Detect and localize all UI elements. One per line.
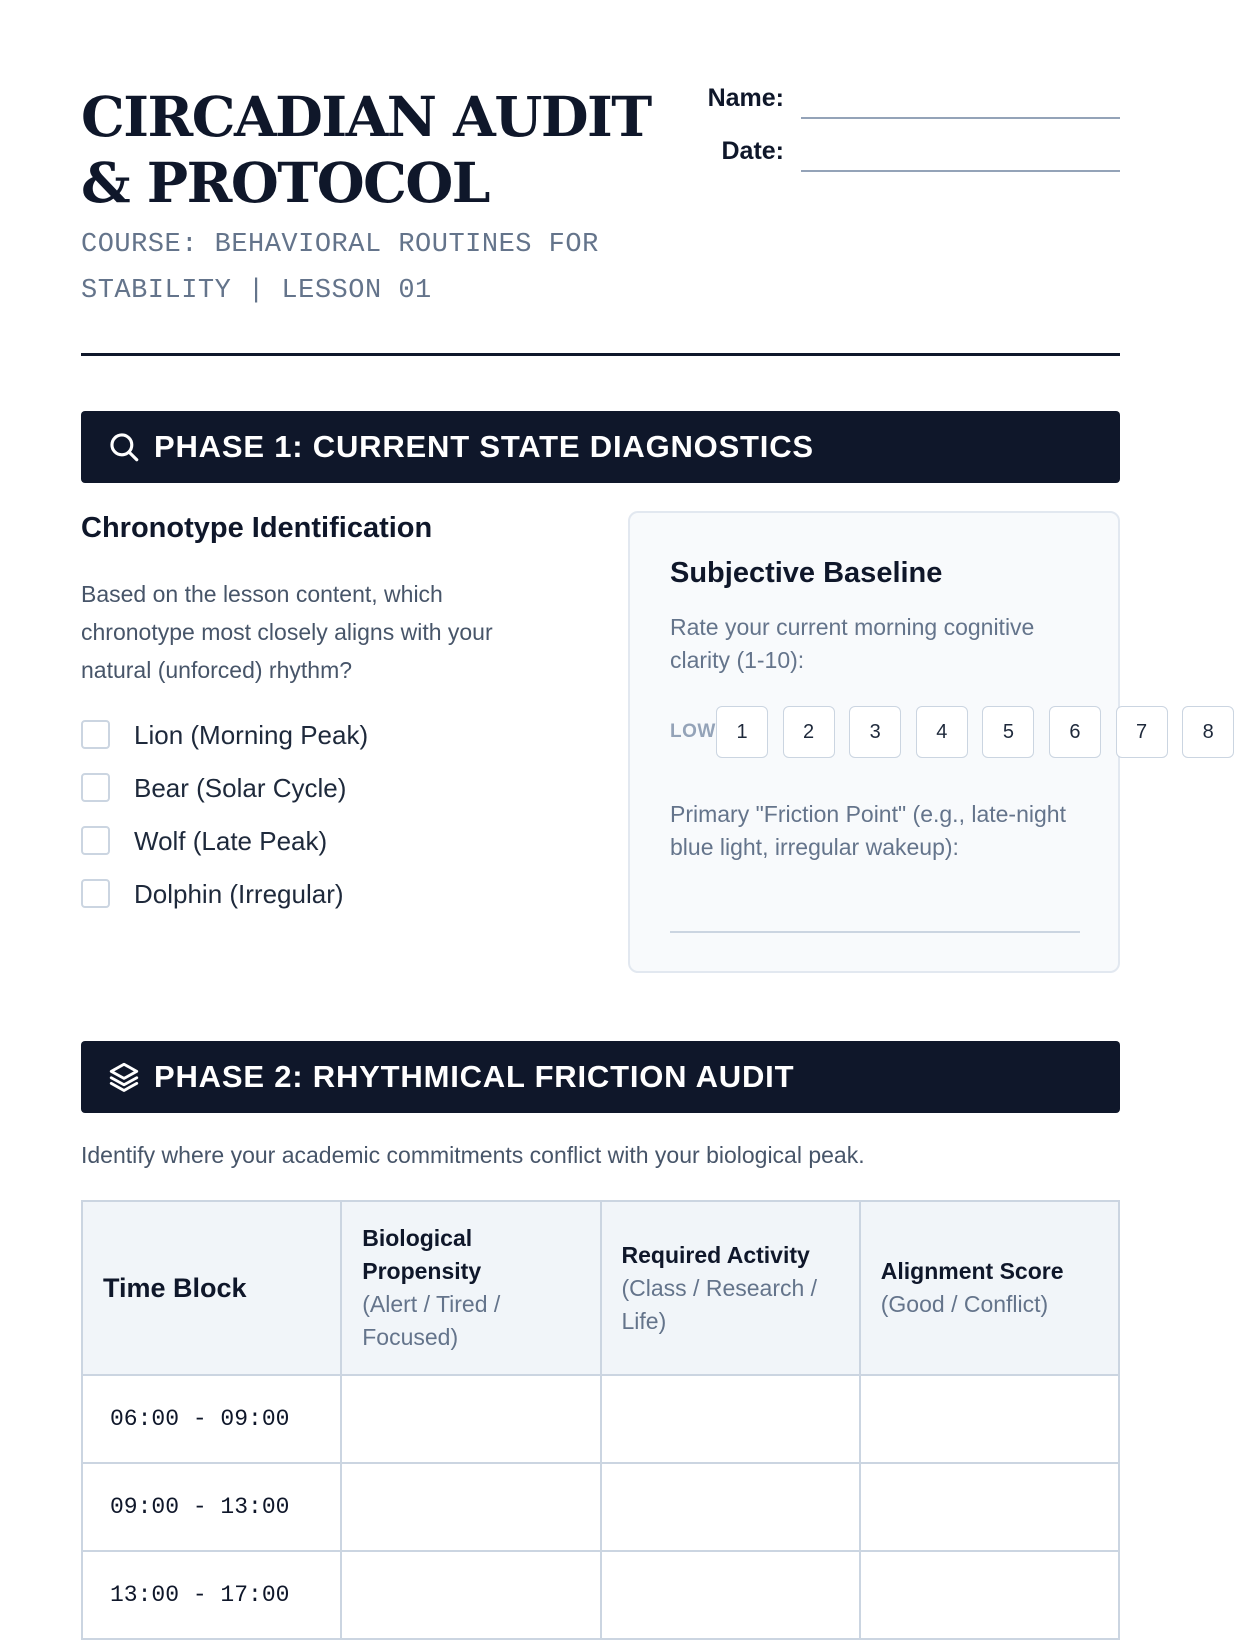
column-biological-propensity <box>341 1201 600 1375</box>
clarity-prompt: Rate your current morning cognitive clarity (1-10): <box>670 614 1035 673</box>
table-header-row <box>82 1201 1119 1375</box>
time-block-cell: 09:00 - 13:00 <box>82 1463 341 1551</box>
audit-intro: Identify where your academic commitments conflict with your biological peak. <box>81 1142 865 1168</box>
score-cell[interactable] <box>860 1463 1119 1551</box>
activity-cell[interactable] <box>601 1375 860 1463</box>
friction-point-prompt: Primary "Friction Point" (e.g., late-night blue light, irregular wakeup): <box>670 801 1066 860</box>
column-required-activity <box>601 1201 860 1375</box>
chronotype-option-lion[interactable] <box>81 718 561 771</box>
friction-point-input-line[interactable] <box>670 931 1080 933</box>
option-label: Lion (Morning Peak) <box>134 720 369 750</box>
checkbox[interactable] <box>81 879 110 908</box>
table-row <box>82 1551 1119 1639</box>
name-field[interactable] <box>681 84 1120 124</box>
friction-audit-table <box>81 1200 1120 1640</box>
checkbox[interactable] <box>81 826 110 855</box>
time-block-cell: 13:00 - 17:00 <box>82 1551 341 1639</box>
option-label: Bear (Solar Cycle) <box>134 773 347 803</box>
column-title: Required Activity <box>621 1241 810 1268</box>
rating-option[interactable]: 5 <box>982 706 1034 758</box>
scale-low-label: LOW <box>670 721 716 742</box>
column-hint: (Class / Research / Life) <box>621 1274 818 1334</box>
rating-option[interactable]: 4 <box>916 706 968 758</box>
propensity-cell[interactable] <box>341 1463 600 1551</box>
chronotype-option-wolf[interactable] <box>81 824 561 877</box>
chronotype-description: Based on the lesson content, which chronotype most closely aligns with your natural (unforced) rhythm? <box>81 581 493 683</box>
column-hint: (Alert / Tired / Focused) <box>362 1291 501 1350</box>
layers-icon <box>107 1060 141 1094</box>
chronotype-option-bear[interactable] <box>81 771 561 824</box>
phase2-banner <box>81 1041 1120 1113</box>
baseline-title: Subjective Baseline <box>670 557 943 589</box>
rating-option[interactable]: 8 <box>1182 706 1234 758</box>
option-label: Wolf (Late Peak) <box>134 826 328 856</box>
column-time-block <box>82 1201 341 1375</box>
date-input-line[interactable] <box>801 170 1120 172</box>
rating-option[interactable]: 2 <box>783 706 835 758</box>
column-alignment-score <box>860 1201 1119 1375</box>
score-cell[interactable] <box>860 1551 1119 1639</box>
column-hint: (Good / Conflict) <box>880 1291 1049 1317</box>
table-row <box>82 1463 1119 1551</box>
header-divider <box>81 353 1120 356</box>
clarity-rating-scale <box>716 706 1249 760</box>
rating-option[interactable]: 3 <box>849 706 901 758</box>
checkbox[interactable] <box>81 720 110 749</box>
phase1-title: PHASE 1: CURRENT STATE DIAGNOSTICS <box>154 429 814 464</box>
column-title: Time Block <box>103 1272 247 1303</box>
search-icon <box>107 430 141 464</box>
rating-option[interactable]: 6 <box>1049 706 1101 758</box>
activity-cell[interactable] <box>601 1463 860 1551</box>
chronotype-heading: Chronotype Identification <box>81 512 433 544</box>
option-label: Dolphin (Irregular) <box>134 879 344 909</box>
table-row <box>82 1375 1119 1463</box>
phase1-banner <box>81 411 1120 483</box>
date-label: Date: <box>721 137 784 165</box>
phase2-title: PHASE 2: RHYTHMICAL FRICTION AUDIT <box>154 1059 795 1094</box>
rating-option[interactable]: 1 <box>716 706 768 758</box>
column-title: Alignment Score <box>880 1258 1064 1284</box>
score-cell[interactable] <box>860 1375 1119 1463</box>
column-title: Biological Propensity <box>362 1225 482 1284</box>
chronotype-options <box>81 718 561 930</box>
subjective-baseline-card <box>628 511 1214 973</box>
name-input-line[interactable] <box>801 117 1120 119</box>
propensity-cell[interactable] <box>341 1551 600 1639</box>
rating-option[interactable]: 7 <box>1116 706 1168 758</box>
chronotype-option-dolphin[interactable] <box>81 877 561 930</box>
checkbox[interactable] <box>81 773 110 802</box>
propensity-cell[interactable] <box>341 1375 600 1463</box>
course-subtitle: COURSE: BEHAVIORAL ROUTINES FOR STABILITY | LESSON 01 <box>81 230 599 306</box>
time-block-cell: 06:00 - 09:00 <box>82 1375 341 1463</box>
date-field[interactable] <box>681 137 1120 177</box>
name-label: Name: <box>707 84 784 112</box>
page-title: CIRCADIAN AUDIT & PROTOCOL <box>81 84 651 215</box>
activity-cell[interactable] <box>601 1551 860 1639</box>
